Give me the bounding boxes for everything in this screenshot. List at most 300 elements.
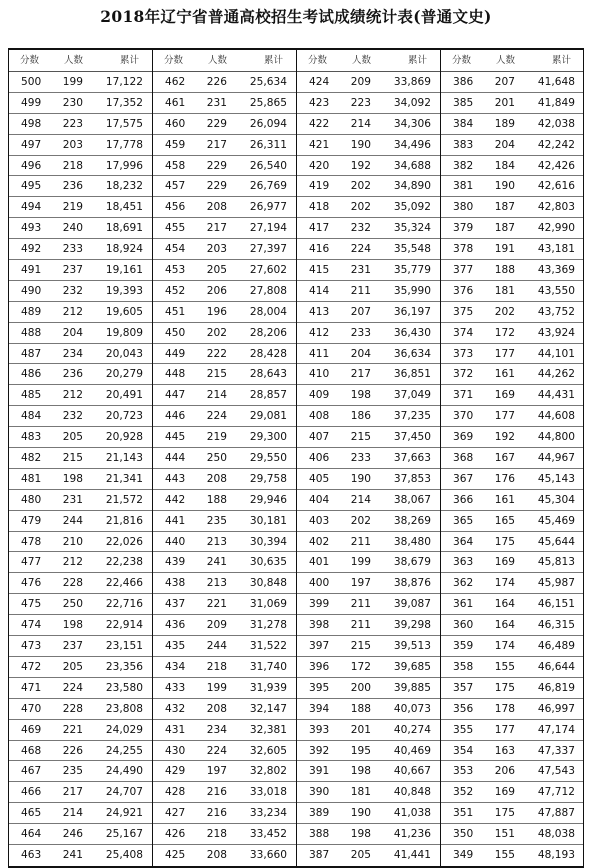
cumulative-cell: 28,206 [249, 326, 287, 339]
count-cell: 236 [62, 180, 83, 193]
score-cell: 444 [165, 452, 186, 465]
score-cell: 408 [309, 410, 330, 423]
table-row [441, 699, 583, 720]
score-cell: 480 [21, 493, 42, 506]
cumulative-cell: 40,073 [393, 702, 431, 715]
score-header: 分数 [308, 55, 328, 66]
score-cell: 350 [453, 828, 474, 841]
cumulative-cell: 35,324 [393, 222, 431, 235]
cumulative-cell: 33,660 [249, 848, 287, 861]
count-cell: 209 [350, 76, 371, 88]
score-cell: 450 [165, 326, 186, 339]
score-cell: 368 [453, 452, 474, 465]
count-cell: 189 [494, 117, 515, 130]
cumulative-cell: 21,143 [105, 452, 143, 465]
table-row [9, 761, 152, 782]
count-cell: 164 [494, 619, 515, 632]
score-cell: 403 [309, 514, 330, 527]
score-cell: 489 [21, 305, 42, 318]
score-cell: 391 [309, 765, 330, 778]
table-row [297, 323, 440, 344]
cumulative-cell: 47,712 [537, 786, 575, 799]
score-cell: 366 [453, 493, 474, 506]
cumulative-cell: 20,043 [105, 347, 143, 360]
score-cell: 389 [309, 807, 330, 820]
score-cell: 435 [165, 640, 186, 653]
table-row [297, 156, 440, 177]
cumulative-cell: 46,644 [537, 660, 575, 673]
cumulative-cell: 24,255 [105, 744, 143, 757]
count-cell: 229 [206, 180, 227, 193]
table-row [297, 490, 440, 511]
score-cell: 382 [453, 159, 474, 172]
cumulative-cell: 35,092 [393, 201, 431, 214]
score-cell: 359 [453, 640, 474, 653]
score-cell: 372 [453, 368, 474, 381]
cumulative-cell: 19,605 [105, 305, 143, 318]
score-cell: 377 [453, 264, 474, 277]
table-row [441, 636, 583, 657]
table-column-group [440, 50, 584, 866]
count-cell: 184 [494, 159, 515, 172]
table-row [9, 93, 152, 114]
count-cell: 250 [62, 598, 83, 611]
table-row [9, 699, 152, 720]
table-row [9, 678, 152, 699]
cumulative-cell: 44,431 [537, 389, 575, 402]
count-cell: 169 [494, 389, 515, 402]
cumulative-cell: 31,740 [249, 660, 287, 673]
table-row [441, 323, 583, 344]
table-row [297, 239, 440, 260]
table-row [297, 427, 440, 448]
count-cell: 223 [350, 96, 371, 109]
count-cell: 231 [350, 264, 371, 277]
cumulative-cell: 37,235 [393, 410, 431, 423]
cumulative-header: 累计 [263, 55, 283, 66]
count-cell: 191 [494, 243, 515, 256]
count-cell: 174 [494, 577, 515, 590]
score-cell: 487 [21, 347, 42, 360]
score-cell: 439 [165, 556, 186, 569]
table-row [153, 364, 296, 385]
table-row [441, 490, 583, 511]
table-row [153, 135, 296, 156]
score-cell: 441 [165, 514, 186, 527]
cumulative-cell: 41,849 [537, 96, 575, 109]
count-cell: 177 [494, 723, 515, 736]
table-row [441, 824, 583, 845]
score-cell: 360 [453, 619, 474, 632]
cumulative-cell: 47,543 [537, 765, 575, 778]
cumulative-cell: 21,572 [105, 493, 143, 506]
table-row [441, 281, 583, 302]
cumulative-cell: 42,038 [537, 117, 575, 130]
table-row [9, 782, 152, 803]
score-cell: 353 [453, 765, 474, 778]
table-row [441, 448, 583, 469]
score-cell: 364 [453, 535, 474, 548]
count-cell: 202 [350, 514, 371, 527]
cumulative-cell: 26,769 [249, 180, 287, 193]
cumulative-cell: 28,857 [249, 389, 287, 402]
table-row [153, 176, 296, 197]
score-cell: 484 [21, 410, 42, 423]
score-cell: 455 [165, 222, 186, 235]
count-cell: 175 [494, 681, 515, 694]
table-row [441, 344, 583, 365]
score-cell: 451 [165, 305, 186, 318]
cumulative-cell: 36,197 [393, 305, 431, 318]
score-cell: 448 [165, 368, 186, 381]
count-cell: 205 [62, 660, 83, 673]
count-cell: 205 [62, 431, 83, 444]
count-cell: 178 [494, 702, 515, 715]
cumulative-cell: 26,094 [249, 117, 287, 130]
count-cell: 218 [206, 828, 227, 841]
count-cell: 187 [494, 201, 515, 214]
table-row [297, 594, 440, 615]
table-row [153, 573, 296, 594]
table-row [9, 239, 152, 260]
score-cell: 388 [309, 828, 330, 841]
cumulative-cell: 20,491 [105, 389, 143, 402]
table-row [9, 720, 152, 741]
score-cell: 421 [309, 138, 330, 151]
score-cell: 358 [453, 660, 474, 673]
table-row [153, 385, 296, 406]
cumulative-cell: 46,151 [537, 598, 575, 611]
count-cell: 208 [206, 848, 227, 861]
score-cell: 438 [165, 577, 186, 590]
count-cell: 165 [494, 514, 515, 527]
table-row [297, 260, 440, 281]
count-cell: 228 [62, 702, 83, 715]
count-cell: 232 [62, 284, 83, 297]
cumulative-cell: 47,174 [537, 723, 575, 736]
count-cell: 226 [62, 744, 83, 757]
table-row [153, 782, 296, 803]
table-row [441, 657, 583, 678]
count-cell: 222 [206, 347, 227, 360]
count-cell: 201 [494, 96, 515, 109]
count-cell: 215 [62, 452, 83, 465]
count-cell: 161 [494, 493, 515, 506]
count-cell: 190 [350, 472, 371, 485]
page-title: 2018年辽宁省普通高校招生考试成绩统计表(普通文史) [100, 7, 492, 26]
table-row [297, 532, 440, 553]
table-row [297, 573, 440, 594]
score-cell: 373 [453, 347, 474, 360]
table-row [297, 469, 440, 490]
cumulative-cell: 44,101 [537, 347, 575, 360]
cumulative-cell: 41,236 [393, 828, 431, 841]
cumulative-cell: 31,522 [249, 640, 287, 653]
cumulative-header: 累计 [119, 55, 139, 66]
score-cell: 375 [453, 305, 474, 318]
score-cell: 416 [309, 243, 330, 256]
score-cell: 405 [309, 472, 330, 485]
cumulative-cell: 37,853 [393, 472, 431, 485]
score-cell: 398 [309, 619, 330, 632]
cumulative-cell: 21,816 [105, 514, 143, 527]
cumulative-cell: 42,803 [537, 201, 575, 214]
cumulative-cell: 17,778 [105, 138, 143, 151]
count-cell: 212 [62, 305, 83, 318]
cumulative-cell: 17,575 [105, 117, 143, 130]
count-cell: 192 [494, 431, 515, 444]
count-cell: 233 [350, 326, 371, 339]
cumulative-cell: 37,663 [393, 452, 431, 465]
table-row [9, 845, 152, 866]
cumulative-cell: 29,758 [249, 472, 287, 485]
table-row [441, 364, 583, 385]
table-row [153, 678, 296, 699]
table-row [9, 176, 152, 197]
score-cell: 425 [165, 848, 186, 861]
count-cell: 202 [350, 180, 371, 193]
score-cell: 491 [21, 264, 42, 277]
count-cell: 234 [62, 347, 83, 360]
header-row [9, 50, 152, 72]
table-row [441, 260, 583, 281]
score-cell: 463 [21, 848, 42, 861]
count-cell: 233 [350, 452, 371, 465]
count-cell: 196 [206, 305, 227, 318]
table-row [153, 469, 296, 490]
score-cell: 492 [21, 243, 42, 256]
table-row [297, 385, 440, 406]
score-cell: 457 [165, 180, 186, 193]
score-cell: 468 [21, 744, 42, 757]
count-cell: 213 [206, 577, 227, 590]
table-row [441, 197, 583, 218]
cumulative-cell: 24,707 [105, 786, 143, 799]
cumulative-cell: 40,667 [393, 765, 431, 778]
count-cell: 190 [350, 138, 371, 151]
cumulative-cell: 34,092 [393, 96, 431, 109]
count-cell: 203 [62, 138, 83, 151]
score-cell: 422 [309, 117, 330, 130]
table-row [153, 490, 296, 511]
count-cell: 214 [350, 493, 371, 506]
count-cell: 202 [494, 305, 515, 318]
count-cell: 197 [350, 577, 371, 590]
score-cell: 461 [165, 96, 186, 109]
count-header: 人数 [63, 55, 83, 66]
table-row [153, 281, 296, 302]
table-row [441, 135, 583, 156]
count-cell: 198 [62, 472, 83, 485]
cumulative-cell: 47,887 [537, 807, 575, 820]
cumulative-cell: 17,122 [105, 76, 143, 88]
table-row [9, 156, 152, 177]
table-row [9, 385, 152, 406]
table-row [441, 532, 583, 553]
cumulative-cell: 26,540 [249, 159, 287, 172]
score-cell: 498 [21, 117, 42, 130]
cumulative-cell: 47,337 [537, 744, 575, 757]
cumulative-cell: 40,848 [393, 786, 431, 799]
score-cell: 470 [21, 702, 42, 715]
cumulative-cell: 21,341 [105, 472, 143, 485]
score-cell: 440 [165, 535, 186, 548]
cumulative-cell: 35,779 [393, 264, 431, 277]
count-cell: 199 [206, 681, 227, 694]
count-cell: 198 [350, 389, 371, 402]
count-cell: 232 [350, 222, 371, 235]
table-row [9, 427, 152, 448]
cumulative-cell: 46,315 [537, 619, 575, 632]
count-cell: 210 [62, 535, 83, 548]
cumulative-cell: 24,029 [105, 723, 143, 736]
table-row [153, 448, 296, 469]
cumulative-cell: 44,967 [537, 452, 575, 465]
table-row [441, 573, 583, 594]
count-cell: 219 [62, 201, 83, 214]
count-cell: 206 [206, 284, 227, 297]
table-row [441, 511, 583, 532]
table-row [297, 782, 440, 803]
table-row [153, 594, 296, 615]
count-cell: 199 [62, 76, 83, 88]
count-cell: 198 [350, 828, 371, 841]
score-cell: 431 [165, 723, 186, 736]
cumulative-cell: 43,924 [537, 326, 575, 339]
count-cell: 206 [494, 765, 515, 778]
cumulative-cell: 28,428 [249, 347, 287, 360]
table-row [9, 448, 152, 469]
score-cell: 420 [309, 159, 330, 172]
cumulative-cell: 45,644 [537, 535, 575, 548]
count-cell: 155 [494, 660, 515, 673]
count-cell: 231 [206, 96, 227, 109]
count-cell: 212 [62, 556, 83, 569]
count-cell: 207 [350, 305, 371, 318]
score-cell: 472 [21, 660, 42, 673]
score-cell: 385 [453, 96, 474, 109]
cumulative-cell: 44,608 [537, 410, 575, 423]
count-cell: 208 [206, 702, 227, 715]
cumulative-cell: 27,602 [249, 264, 287, 277]
count-cell: 175 [494, 535, 515, 548]
cumulative-cell: 29,081 [249, 410, 287, 423]
count-cell: 187 [494, 222, 515, 235]
count-header: 人数 [207, 55, 227, 66]
cumulative-cell: 23,356 [105, 660, 143, 673]
cumulative-cell: 29,300 [249, 431, 287, 444]
cumulative-cell: 30,181 [249, 514, 287, 527]
score-cell: 424 [309, 76, 330, 88]
score-cell: 411 [309, 347, 330, 360]
table-row [153, 803, 296, 824]
score-cell: 446 [165, 410, 186, 423]
count-cell: 177 [494, 410, 515, 423]
table-row [297, 344, 440, 365]
table-row [153, 615, 296, 636]
cumulative-cell: 32,802 [249, 765, 287, 778]
score-cell: 433 [165, 681, 186, 694]
table-row [297, 824, 440, 845]
cumulative-cell: 42,242 [537, 138, 575, 151]
table-row [153, 323, 296, 344]
score-cell: 496 [21, 159, 42, 172]
table-row [297, 135, 440, 156]
score-cell: 483 [21, 431, 42, 444]
cumulative-cell: 25,634 [249, 76, 287, 88]
score-cell: 379 [453, 222, 474, 235]
table-row [297, 615, 440, 636]
score-cell: 355 [453, 723, 474, 736]
table-row [9, 260, 152, 281]
count-cell: 198 [350, 765, 371, 778]
table-column-group [152, 50, 296, 866]
cumulative-cell: 18,691 [105, 222, 143, 235]
cumulative-cell: 43,369 [537, 264, 575, 277]
cumulative-cell: 20,723 [105, 410, 143, 423]
score-cell: 376 [453, 284, 474, 297]
cumulative-cell: 26,977 [249, 201, 287, 214]
count-cell: 229 [206, 117, 227, 130]
cumulative-cell: 38,876 [393, 577, 431, 590]
table-row [9, 657, 152, 678]
count-cell: 177 [494, 347, 515, 360]
cumulative-cell: 19,393 [105, 284, 143, 297]
cumulative-cell: 37,450 [393, 431, 431, 444]
cumulative-cell: 34,890 [393, 180, 431, 193]
cumulative-cell: 25,865 [249, 96, 287, 109]
table-row [297, 281, 440, 302]
count-cell: 163 [494, 744, 515, 757]
header-row [297, 50, 440, 72]
score-cell: 445 [165, 431, 186, 444]
count-cell: 176 [494, 472, 515, 485]
cumulative-cell: 39,087 [393, 598, 431, 611]
count-cell: 200 [350, 681, 371, 694]
table-row [9, 364, 152, 385]
count-cell: 215 [206, 368, 227, 381]
score-cell: 464 [21, 828, 42, 841]
cumulative-cell: 30,848 [249, 577, 287, 590]
count-cell: 208 [206, 201, 227, 214]
table-row [153, 636, 296, 657]
count-cell: 228 [62, 577, 83, 590]
cumulative-cell: 19,161 [105, 264, 143, 277]
count-cell: 234 [206, 723, 227, 736]
table-row [153, 552, 296, 573]
cumulative-cell: 23,151 [105, 640, 143, 653]
table-row [441, 385, 583, 406]
score-cell: 412 [309, 326, 330, 339]
count-header: 人数 [495, 55, 515, 66]
table-row [153, 427, 296, 448]
count-cell: 241 [62, 848, 83, 861]
table-row [297, 406, 440, 427]
table-row [9, 511, 152, 532]
table-row [153, 741, 296, 762]
score-cell: 494 [21, 201, 42, 214]
score-header: 分数 [164, 55, 184, 66]
cumulative-cell: 32,147 [249, 702, 287, 715]
table-row [9, 552, 152, 573]
count-cell: 244 [206, 640, 227, 653]
count-cell: 217 [206, 138, 227, 151]
score-cell: 413 [309, 305, 330, 318]
count-cell: 211 [350, 284, 371, 297]
table-row [153, 114, 296, 135]
score-cell: 407 [309, 431, 330, 444]
score-cell: 434 [165, 660, 186, 673]
